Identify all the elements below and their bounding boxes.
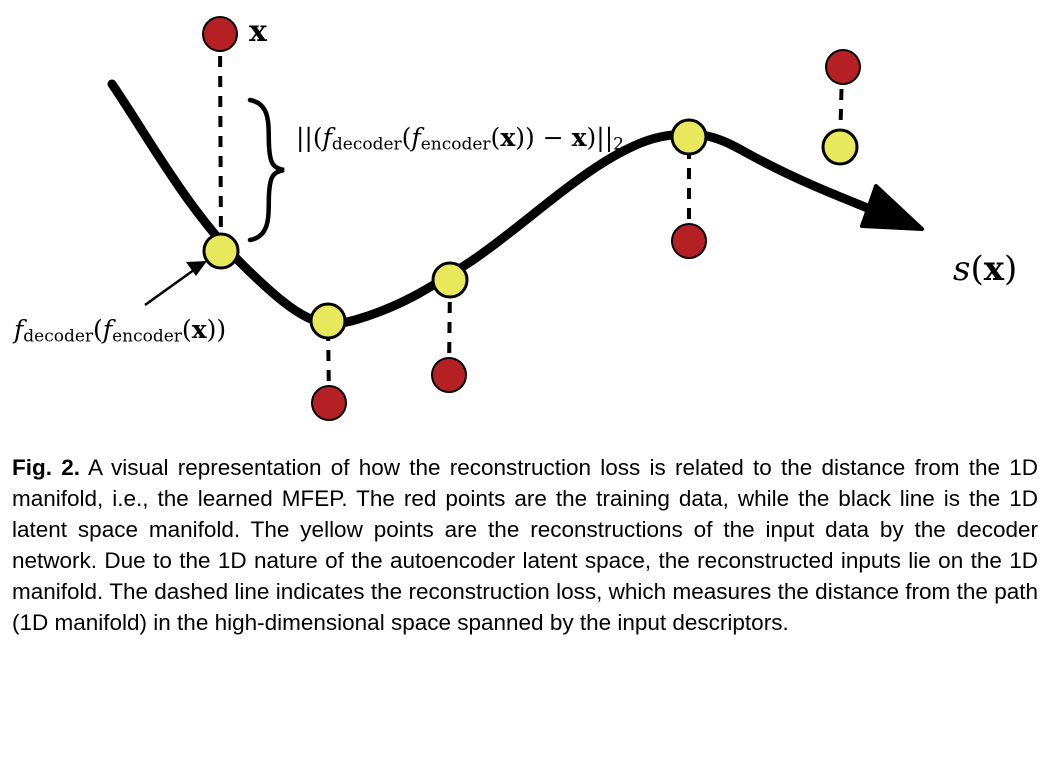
paren-right: ) xyxy=(1004,249,1018,289)
caption-text: A visual representation of how the reconstruction loss is related to the distance from the 1D manifold, i.e., the learned MFEP. The red points are the training data, while the black line is the 1D latent space manifold. The yellow points are the reconstructions of the input data by the decoder network. Due to the 1D nature of the autoencoder latent space, the reconstructed inputs lie on the 1D manifold. The dashed line indicates the reconstruction loss, which measures the distance from the path (1D manifold) in the high-dimensional space spanned by the input descriptors. xyxy=(12,455,1038,636)
paren-left: ( xyxy=(312,123,323,152)
figure-caption xyxy=(12,452,1038,638)
paren-left: ( xyxy=(93,315,103,344)
data-point-red xyxy=(672,224,706,258)
encoder-subscript: encoder xyxy=(420,134,491,155)
axis-label-sx xyxy=(953,249,1018,289)
paren-right-innermost: ) xyxy=(515,123,525,152)
loss-dashed-line xyxy=(220,36,221,251)
reconstruction-point-yellow xyxy=(433,263,467,297)
data-point-red xyxy=(312,386,346,420)
paren-left: ( xyxy=(970,249,984,289)
decoder-subscript: decoder xyxy=(23,326,94,347)
caption-label: Fig. 2. xyxy=(12,455,80,480)
manifold-arrowhead xyxy=(862,186,922,229)
norm-subscript: 2 xyxy=(613,134,624,155)
paren-right-inner: ) xyxy=(524,123,535,152)
norm-bar-right: || xyxy=(596,123,614,152)
paren-left-inner: ( xyxy=(181,315,192,344)
reconstruction-function-label xyxy=(14,317,226,346)
paren-left-inner: ( xyxy=(401,123,412,152)
data-point-red xyxy=(203,17,237,51)
decoder-subscript: decoder xyxy=(331,134,402,155)
f-symbol: f xyxy=(322,123,332,152)
encoder-subscript: encoder xyxy=(112,326,182,347)
s-symbol: s xyxy=(953,249,971,289)
data-point-red xyxy=(432,358,466,392)
f-symbol: f xyxy=(14,315,24,344)
minus-sign: − xyxy=(542,123,564,152)
f-symbol: f xyxy=(411,123,421,152)
loss-expression-label xyxy=(296,125,624,154)
curly-brace xyxy=(250,100,284,240)
manifold-curve xyxy=(112,84,880,324)
norm-bar-left: || xyxy=(296,123,313,152)
bold-x-symbol: x xyxy=(983,249,1004,289)
reconstruction-point-yellow xyxy=(204,234,238,268)
paren-right: ) xyxy=(216,315,227,344)
paren-right-inner: ) xyxy=(206,315,217,344)
reconstruction-point-yellow xyxy=(672,120,706,154)
bold-x-symbol: x xyxy=(191,315,207,344)
data-point-red xyxy=(826,50,860,84)
input-point-label: x xyxy=(249,14,267,49)
paren-left-innermost: ( xyxy=(490,123,501,152)
reconstruction-point-yellow xyxy=(311,304,345,338)
paren-right: ) xyxy=(586,123,597,152)
bold-x-symbol: x xyxy=(500,123,516,152)
reconstruction-point-yellow xyxy=(823,130,857,164)
f-symbol: f xyxy=(102,315,113,344)
bold-x-symbol: x xyxy=(571,123,587,152)
